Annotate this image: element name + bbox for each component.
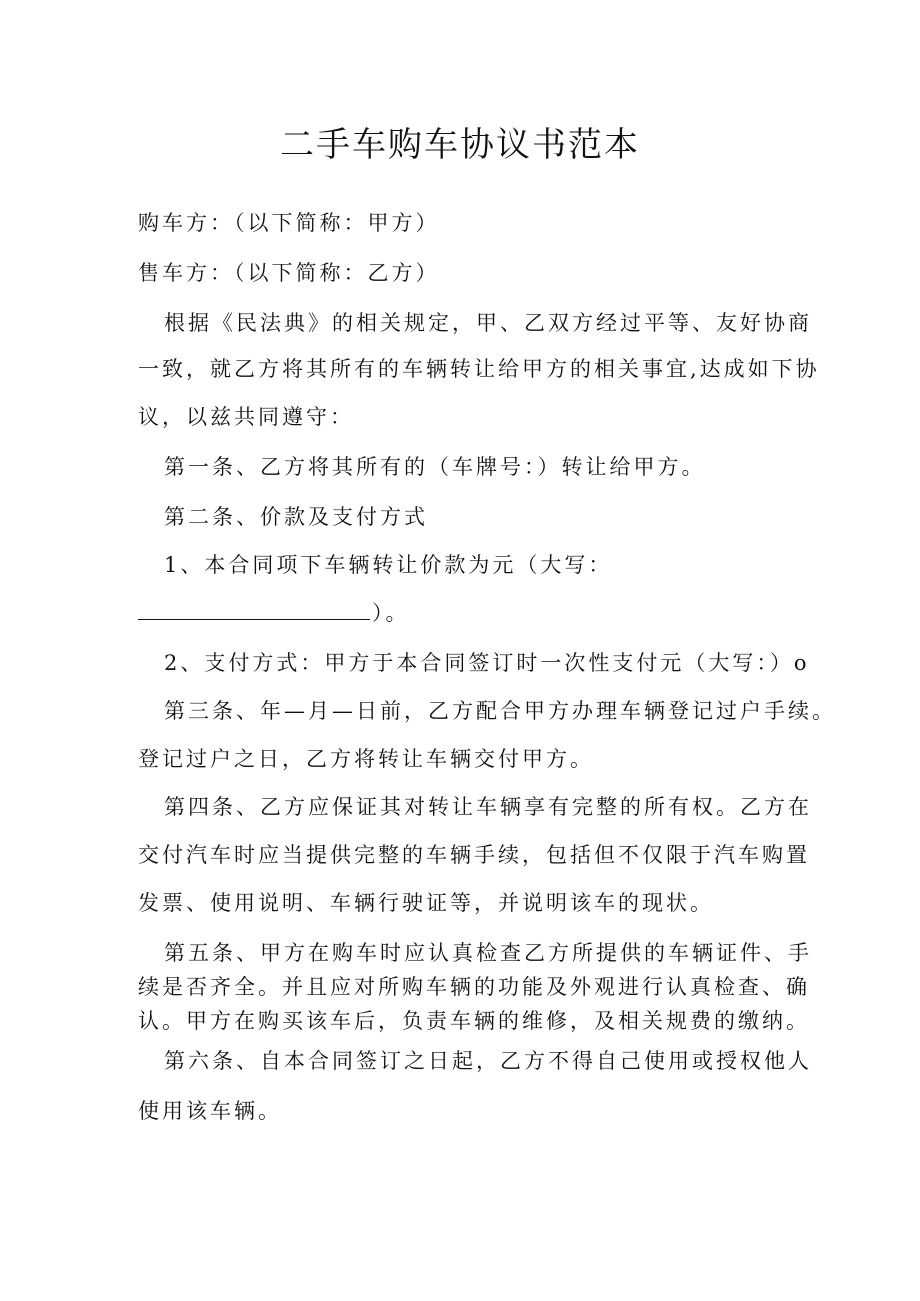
article-3-line-2: 登记过户之日，乙方将转让车辆交付甲方。 — [138, 747, 594, 771]
preamble-line-1: 根据《民法典》的相关规定，甲、乙双方经过平等、友好协商 — [164, 311, 812, 335]
article-3-line-1: 第三条、年—月—日前，乙方配合甲方办理车辆登记过户手续。 — [164, 699, 836, 723]
article-1: 第一条、乙方将其所有的（车牌号：）转让给甲方。 — [164, 455, 706, 479]
article-6-line-2: 使用该车辆。 — [138, 1099, 282, 1123]
article-5-line-2: 续是否齐全。并且应对所购车辆的功能及外观进行认真检查、确 — [138, 975, 810, 999]
amount-blank-underline — [138, 599, 370, 620]
article-6-line-1: 第六条、自本合同签订之日起，乙方不得自己使用或授权他人 — [164, 1049, 812, 1073]
article-5-line-1: 第五条、甲方在购车时应认真检查乙方所提供的车辆证件、手 — [164, 941, 812, 965]
preamble-line-2: 一致，就乙方将其所有的车辆转让给甲方的相关事宜,达成如下协 — [138, 357, 820, 381]
article-5-line-3: 认。甲方在购买该车后，负责车辆的维修，及相关规费的缴纳。 — [138, 1009, 810, 1033]
article-2-item-1-closing: ）。 — [372, 601, 410, 625]
article-2-heading: 第二条、价款及支付方式 — [164, 505, 428, 529]
document-title: 二手车购车协议书范本 — [280, 125, 640, 165]
article-4-line-1: 第四条、乙方应保证其对转让车辆享有完整的所有权。乙方在 — [164, 795, 812, 819]
article-2-item-1: 1、本合同项下车辆转让价款为元（大写： — [164, 553, 613, 577]
article-4-line-3: 发票、使用说明、车辆行驶证等，并说明该车的现状。 — [138, 891, 714, 915]
buyer-line: 购车方：（以下简称：甲方） — [138, 211, 440, 235]
article-4-line-2: 交付汽车时应当提供完整的车辆手续，包括但不仅限于汽车购置 — [138, 843, 810, 867]
preamble-line-3: 议，以兹共同遵守： — [138, 405, 354, 429]
article-2-item-1-continued — [138, 598, 410, 628]
seller-line: 售车方：（以下简称：乙方） — [138, 261, 440, 285]
article-2-item-2: 2、支付方式：甲方于本合同签订时一次性支付元（大写：）o — [164, 651, 810, 675]
